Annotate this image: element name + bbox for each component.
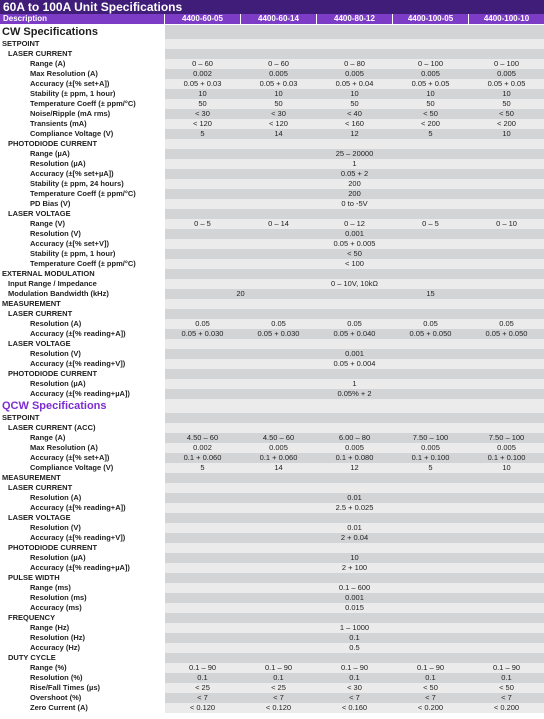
row-label: Accuracy (Hz) (0, 643, 194, 653)
value-cell: 0.05 + 0.050 (409, 329, 452, 338)
spec-row (0, 189, 544, 199)
value-cell: < 7 (349, 693, 360, 702)
value-cell: 20 (236, 289, 245, 298)
row-label: Noise/Ripple (mA rms) (0, 109, 194, 119)
value-cell: 0.001 (345, 349, 364, 358)
row-label: Range (A) (0, 433, 194, 443)
value-band (165, 269, 544, 279)
row-label: MEASUREMENT (0, 299, 166, 309)
section-heading (0, 25, 544, 39)
value-cell: 0.05 + 0.005 (333, 239, 376, 248)
row-label: Accuracy (±[% set+V]) (0, 239, 194, 249)
spec-row (0, 109, 544, 119)
row-label: PD Bias (V) (0, 199, 194, 209)
value-cell: 0.05 (195, 319, 210, 328)
value-cell: 10 (502, 129, 511, 138)
row-label: Resolution (µA) (0, 159, 194, 169)
value-cell: 0.1 – 90 (492, 663, 521, 672)
value-cell: 0.001 (345, 593, 364, 602)
row-label: LASER CURRENT (0, 49, 172, 59)
value-cell: < 200 (421, 119, 440, 128)
spec-row (0, 159, 544, 169)
spec-row (0, 79, 544, 89)
value-band (165, 653, 544, 663)
value-cell: 0.05 + 0.05 (411, 79, 450, 88)
value-cell: 0.1 – 90 (264, 663, 293, 672)
row-label: Accuracy (±[% reading+A]) (0, 329, 194, 339)
row-label: LASER CURRENT (ACC) (0, 423, 172, 433)
value-cell: 0 – 5 (422, 219, 439, 228)
value-cell: 0.05 (499, 319, 514, 328)
row-label: Resolution (V) (0, 523, 194, 533)
header-description: Description (0, 14, 164, 24)
group-row (0, 483, 544, 493)
value-cell: < 100 (345, 259, 364, 268)
value-cell: 0.1 – 90 (188, 663, 217, 672)
row-label: Stability (± ppm, 1 hour) (0, 89, 194, 99)
value-cell: 0.005 (269, 443, 288, 452)
value-cell: 10 (502, 89, 511, 98)
value-cell: 5 (428, 463, 433, 472)
value-cell: 0.05 (347, 319, 362, 328)
row-label: QCW Specifications (0, 399, 166, 413)
value-band (165, 613, 544, 623)
row-label: Range (V) (0, 219, 194, 229)
value-cell: 0.1 + 0.080 (335, 453, 374, 462)
value-cell: 10 (350, 89, 359, 98)
value-band (165, 339, 544, 349)
value-cell: 10 (274, 89, 283, 98)
value-cell: 10 (502, 463, 511, 472)
value-cell: 0.1 + 0.100 (411, 453, 450, 462)
value-cell: 0 – 14 (268, 219, 289, 228)
value-cell: < 7 (501, 693, 512, 702)
spec-row (0, 443, 544, 453)
value-cell: 0.1 – 90 (416, 663, 445, 672)
value-cell: 0 – 60 (268, 59, 289, 68)
row-label: Accuracy (±[% reading+µA]) (0, 389, 194, 399)
value-cell: 0.05 + 0.03 (183, 79, 222, 88)
value-band (165, 473, 544, 483)
value-cell: 0 – 100 (493, 59, 520, 68)
row-label: Range (ms) (0, 583, 194, 593)
header-model-3: 4400-100-05 (393, 14, 468, 24)
value-cell: 4.50 – 60 (262, 433, 295, 442)
spec-row (0, 199, 544, 209)
value-cell: 5 (200, 129, 205, 138)
header-model-2: 4400-80-12 (317, 14, 392, 24)
value-cell: 0.05 (271, 319, 286, 328)
value-cell: 200 (348, 179, 361, 188)
spec-row (0, 643, 544, 653)
spec-row (0, 69, 544, 79)
value-cell: 0.05 + 0.05 (487, 79, 526, 88)
row-label: Stability (± ppm, 1 hour) (0, 249, 194, 259)
row-label: FREQUENCY (0, 613, 172, 623)
row-label: Overshoot (%) (0, 693, 194, 703)
group-row (0, 543, 544, 553)
document-title: 60A to 100A Unit Specifications (0, 0, 544, 14)
value-cell: 1 (352, 379, 357, 388)
spec-row (0, 169, 544, 179)
row-label: SETPOINT (0, 413, 166, 423)
row-label: Resolution (ms) (0, 593, 194, 603)
value-cell: < 0.120 (189, 703, 216, 712)
value-cell: 0.005 (421, 69, 440, 78)
value-cell: 0.05 + 0.03 (259, 79, 298, 88)
value-cell: < 7 (425, 693, 436, 702)
value-cell: 0 – 80 (344, 59, 365, 68)
value-cell: 0.1 (197, 673, 208, 682)
value-cell: 14 (274, 463, 283, 472)
group-row (0, 573, 544, 583)
value-cell: 10 (198, 89, 207, 98)
row-label: Resolution (µA) (0, 553, 194, 563)
value-cell: 0.005 (345, 443, 364, 452)
value-cell: 12 (350, 129, 359, 138)
value-cell: 4.50 – 60 (186, 433, 219, 442)
row-label: Resolution (V) (0, 349, 194, 359)
spec-row (0, 229, 544, 239)
row-label: MEASUREMENT (0, 473, 166, 483)
spec-row (0, 259, 544, 269)
value-cell: 0.005 (497, 69, 516, 78)
value-cell: < 25 (195, 683, 210, 692)
value-cell: < 30 (347, 683, 362, 692)
row-label: LASER CURRENT (0, 483, 172, 493)
group-row (0, 269, 544, 279)
row-label: Zero Current (A) (0, 703, 194, 713)
value-cell: 0.015 (345, 603, 364, 612)
row-label: DUTY CYCLE (0, 653, 172, 663)
row-label: Max Resolution (A) (0, 69, 194, 79)
spec-row (0, 493, 544, 503)
value-cell: 0.05 + 0.04 (335, 79, 374, 88)
value-band (165, 139, 544, 149)
value-cell: 2 + 0.04 (340, 533, 369, 542)
row-label: Range (Hz) (0, 623, 194, 633)
spec-row (0, 523, 544, 533)
value-cell: 12 (350, 463, 359, 472)
value-cell: < 25 (271, 683, 286, 692)
value-band (165, 39, 544, 49)
row-label: Range (µA) (0, 149, 194, 159)
value-cell: < 40 (347, 109, 362, 118)
value-cell: 50 (502, 99, 511, 108)
header-model-1: 4400-60-14 (241, 14, 316, 24)
value-cell: 0 – 5 (194, 219, 211, 228)
row-label: Accuracy (±[% reading+V]) (0, 533, 194, 543)
row-label: Temperature Coeff (± ppm/°C) (0, 189, 194, 199)
value-cell: < 0.120 (265, 703, 292, 712)
value-band (165, 483, 544, 493)
value-cell: 0.01 (347, 493, 362, 502)
group-row (0, 39, 544, 49)
spec-row (0, 433, 544, 443)
row-label: Accuracy (±[% set+A]) (0, 453, 194, 463)
row-label: Accuracy (±[% reading+µA]) (0, 563, 194, 573)
spec-row (0, 703, 544, 713)
row-label: Stability (± ppm, 24 hours) (0, 179, 194, 189)
value-cell: 0 – 10 (496, 219, 517, 228)
row-label: Resolution (µA) (0, 379, 194, 389)
value-band (165, 209, 544, 219)
group-row (0, 369, 544, 379)
value-cell: 0.1 + 0.060 (259, 453, 298, 462)
value-cell: < 120 (269, 119, 288, 128)
value-cell: 0.5 (349, 643, 360, 652)
value-cell: 0.1 (349, 673, 360, 682)
row-label: Resolution (Hz) (0, 633, 194, 643)
value-band (165, 25, 544, 39)
value-cell: 0 – 12 (344, 219, 365, 228)
header-model-0: 4400-60-05 (165, 14, 240, 24)
spec-row (0, 249, 544, 259)
value-cell: < 30 (271, 109, 286, 118)
value-cell: 0.1 – 90 (340, 663, 369, 672)
group-row (0, 309, 544, 319)
row-label: Range (%) (0, 663, 194, 673)
value-cell: < 50 (499, 109, 514, 118)
value-cell: 0 to -5V (341, 199, 368, 208)
spec-row (0, 279, 544, 289)
value-cell: < 120 (193, 119, 212, 128)
spec-row (0, 99, 544, 109)
value-cell: 0.1 (501, 673, 512, 682)
row-label: Accuracy (±[% set+A]) (0, 79, 194, 89)
row-label: CW Specifications (0, 25, 166, 39)
row-label: Accuracy (ms) (0, 603, 194, 613)
spec-row (0, 593, 544, 603)
row-label: Accuracy (±[% reading+A]) (0, 503, 194, 513)
value-cell: 0.002 (193, 443, 212, 452)
row-label: Compliance Voltage (V) (0, 463, 194, 473)
spec-row (0, 683, 544, 693)
spec-row (0, 379, 544, 389)
value-cell: 0 – 10V, 10kΩ (330, 279, 379, 288)
value-band (165, 413, 544, 423)
value-cell: 200 (348, 189, 361, 198)
spec-row (0, 239, 544, 249)
value-cell: 0.05 + 0.040 (333, 329, 376, 338)
value-cell: 0.05 + 0.030 (257, 329, 300, 338)
spec-row (0, 583, 544, 593)
spec-row (0, 389, 544, 399)
value-band (165, 49, 544, 59)
value-band (165, 369, 544, 379)
group-row (0, 49, 544, 59)
row-label: Transients (mA) (0, 119, 194, 129)
value-cell: < 50 (347, 249, 362, 258)
spec-row (0, 149, 544, 159)
row-label: PULSE WIDTH (0, 573, 172, 583)
value-cell: 0.002 (193, 69, 212, 78)
spec-row (0, 673, 544, 683)
value-cell: 6.00 – 80 (338, 433, 371, 442)
value-cell: 0.1 (349, 633, 360, 642)
value-cell: 50 (350, 99, 359, 108)
group-row (0, 613, 544, 623)
spec-row (0, 359, 544, 369)
spec-row (0, 329, 544, 339)
table-header (0, 14, 544, 24)
value-cell: 7.50 – 100 (488, 433, 525, 442)
spec-row (0, 503, 544, 513)
row-label: EXTERNAL MODULATION (0, 269, 166, 279)
value-cell: 0.05 + 0.030 (181, 329, 224, 338)
value-cell: 0.005 (345, 69, 364, 78)
group-row (0, 473, 544, 483)
row-label: Temperature Coeff (± ppm/°C) (0, 99, 194, 109)
value-cell: 0 – 60 (192, 59, 213, 68)
spec-row (0, 453, 544, 463)
row-label: Temperature Coeff (± ppm/°C) (0, 259, 194, 269)
value-cell: 50 (426, 99, 435, 108)
value-cell: 0.1 + 0.100 (487, 453, 526, 462)
value-cell: 14 (274, 129, 283, 138)
group-row (0, 299, 544, 309)
spec-row (0, 59, 544, 69)
value-cell: 50 (198, 99, 207, 108)
value-cell: 7.50 – 100 (412, 433, 449, 442)
spec-row (0, 349, 544, 359)
value-cell: 25 – 20000 (335, 149, 374, 158)
value-cell: 1 – 1000 (339, 623, 370, 632)
value-cell: 50 (274, 99, 283, 108)
row-label: Resolution (A) (0, 319, 194, 329)
spec-row (0, 319, 544, 329)
row-label: Accuracy (±[% set+µA]) (0, 169, 194, 179)
value-cell: 0.05 + 0.050 (485, 329, 528, 338)
value-cell: 10 (426, 89, 435, 98)
group-row (0, 513, 544, 523)
value-cell: 0 – 100 (417, 59, 444, 68)
value-cell: 0.1 + 0.060 (183, 453, 222, 462)
spec-row (0, 129, 544, 139)
value-cell: 0.1 – 600 (338, 583, 371, 592)
spec-row (0, 663, 544, 673)
value-cell: < 200 (497, 119, 516, 128)
group-row (0, 653, 544, 663)
row-label: Accuracy (±[% reading+V]) (0, 359, 194, 369)
row-label: PHOTODIODE CURRENT (0, 369, 172, 379)
value-cell: 1 (352, 159, 357, 168)
spec-row (0, 119, 544, 129)
spec-row (0, 693, 544, 703)
value-cell: 0.05 (423, 319, 438, 328)
value-cell: 2 + 100 (341, 563, 368, 572)
row-label: LASER VOLTAGE (0, 209, 172, 219)
row-label: Resolution (A) (0, 493, 194, 503)
value-cell: 2.5 + 0.025 (335, 503, 374, 512)
spec-row (0, 179, 544, 189)
row-label: LASER VOLTAGE (0, 339, 172, 349)
section-heading (0, 399, 544, 413)
row-label: Rise/Fall Times (µs) (0, 683, 194, 693)
value-cell: < 7 (197, 693, 208, 702)
value-cell: 0.001 (345, 229, 364, 238)
group-row (0, 139, 544, 149)
value-cell: < 30 (195, 109, 210, 118)
value-cell: < 7 (273, 693, 284, 702)
header-model-4: 4400-100-10 (469, 14, 544, 24)
value-cell: < 0.160 (341, 703, 368, 712)
value-band (165, 423, 544, 433)
spec-row (0, 603, 544, 613)
value-band (165, 573, 544, 583)
value-band (165, 399, 544, 413)
spec-row (0, 553, 544, 563)
value-cell: 10 (350, 553, 359, 562)
value-cell: < 0.200 (417, 703, 444, 712)
spec-row (0, 563, 544, 573)
row-label: PHOTODIODE CURRENT (0, 543, 172, 553)
row-label: Compliance Voltage (V) (0, 129, 194, 139)
value-band (165, 513, 544, 523)
value-cell: 15 (426, 289, 435, 298)
row-label: SETPOINT (0, 39, 166, 49)
spec-row (0, 463, 544, 473)
spec-row (0, 89, 544, 99)
value-cell: 0.1 (273, 673, 284, 682)
row-label: LASER CURRENT (0, 309, 172, 319)
group-row (0, 339, 544, 349)
row-label: Resolution (%) (0, 673, 194, 683)
value-cell: 0.05 + 0.004 (333, 359, 376, 368)
value-cell: 0.005 (497, 443, 516, 452)
value-cell: < 160 (345, 119, 364, 128)
value-cell: < 50 (499, 683, 514, 692)
row-label: Input Range / Impedance (0, 279, 172, 289)
row-label: PHOTODIODE CURRENT (0, 139, 172, 149)
value-band (165, 543, 544, 553)
spec-row (0, 623, 544, 633)
value-band (165, 299, 544, 309)
row-label: Range (A) (0, 59, 194, 69)
value-band (165, 309, 544, 319)
spec-row (0, 633, 544, 643)
value-cell: 0.005 (421, 443, 440, 452)
value-cell: 0.1 (425, 673, 436, 682)
value-cell: < 50 (423, 109, 438, 118)
row-label: LASER VOLTAGE (0, 513, 172, 523)
group-row (0, 423, 544, 433)
value-cell: 5 (428, 129, 433, 138)
value-cell: 0.005 (269, 69, 288, 78)
value-cell: < 50 (423, 683, 438, 692)
value-cell: 0.01 (347, 523, 362, 532)
spec-row (0, 219, 544, 229)
row-label: Resolution (V) (0, 229, 194, 239)
value-cell: < 0.200 (493, 703, 520, 712)
value-cell: 5 (200, 463, 205, 472)
spec-row (0, 533, 544, 543)
group-row (0, 413, 544, 423)
row-label: Max Resolution (A) (0, 443, 194, 453)
value-cell: 0.05% + 2 (337, 389, 372, 398)
row-label: Modulation Bandwidth (kHz) (0, 289, 172, 299)
spec-row (0, 289, 544, 299)
value-cell: 0.05 + 2 (340, 169, 369, 178)
group-row (0, 209, 544, 219)
